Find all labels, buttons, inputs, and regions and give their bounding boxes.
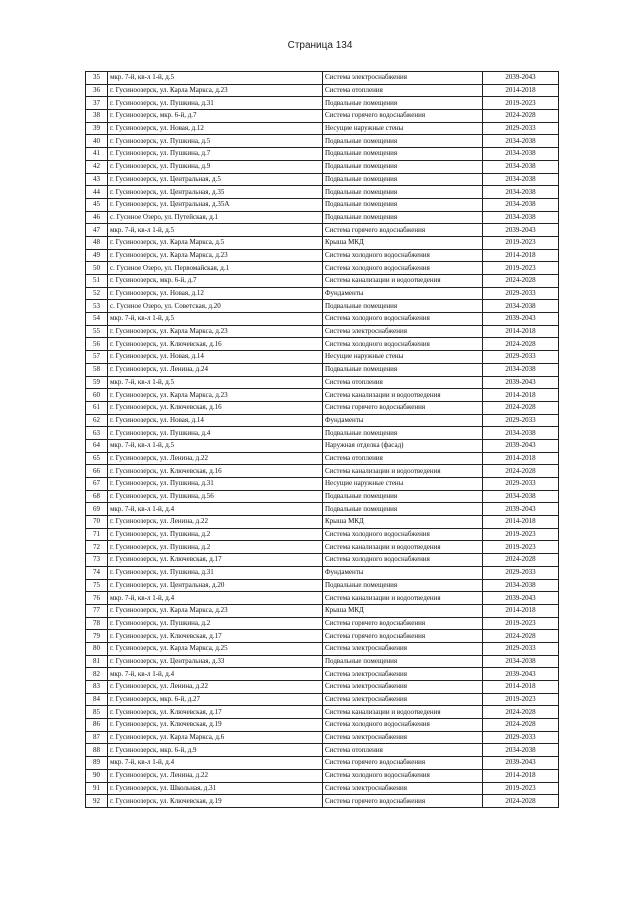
address-cell: г. Гусиноозерск, ул. Ключевская, д.17	[108, 706, 323, 719]
row-number-cell: 58	[86, 363, 108, 376]
period-cell: 2029-2033	[483, 642, 559, 655]
period-cell: 2024-2028	[483, 554, 559, 567]
address-cell: г. Гусиноозерск, ул. Пушкина, д.31	[108, 478, 323, 491]
table-row	[86, 97, 559, 110]
address-cell: г. Гусиноозерск, мкр. 6-й, д.7	[108, 110, 323, 123]
table-row	[86, 351, 559, 364]
table-row	[86, 490, 559, 503]
system-cell: Система электроснабжения	[323, 642, 483, 655]
system-cell: Система горячего водоснабжения	[323, 617, 483, 630]
period-cell: 2034-2038	[483, 490, 559, 503]
system-cell: Подвальные помещения	[323, 148, 483, 161]
address-cell: г. Гусиноозерск, ул. Ключевская, д.16	[108, 401, 323, 414]
system-cell: Система холодного водоснабжения	[323, 313, 483, 326]
period-cell: 2014-2018	[483, 681, 559, 694]
row-number-cell: 36	[86, 84, 108, 97]
period-cell: 2029-2033	[483, 122, 559, 135]
system-cell: Система канализации и водоотведения	[323, 706, 483, 719]
table-row	[86, 795, 559, 808]
row-number-cell: 57	[86, 351, 108, 364]
row-number-cell: 66	[86, 465, 108, 478]
system-cell: Система канализации и водоотведения	[323, 541, 483, 554]
address-cell: г. Гусиноозерск, ул. Ключевская, д.16	[108, 465, 323, 478]
row-number-cell: 69	[86, 503, 108, 516]
address-cell: г. Гусиноозерск, ул. Пушкина, д.7	[108, 148, 323, 161]
table-row	[86, 554, 559, 567]
period-cell: 2034-2038	[483, 300, 559, 313]
row-number-cell: 51	[86, 275, 108, 288]
address-cell: г. Гусиноозерск, ул. Пушкина, д.2	[108, 541, 323, 554]
row-number-cell: 81	[86, 655, 108, 668]
system-cell: Подвальные помещения	[323, 186, 483, 199]
row-number-cell: 37	[86, 97, 108, 110]
row-number-cell: 49	[86, 249, 108, 262]
system-cell: Система горячего водоснабжения	[323, 795, 483, 808]
period-cell: 2034-2038	[483, 198, 559, 211]
address-cell: г. Гусиноозерск, ул. Карла Маркса, д.23	[108, 325, 323, 338]
period-cell: 2039-2043	[483, 224, 559, 237]
table-row	[86, 782, 559, 795]
row-number-cell: 75	[86, 579, 108, 592]
row-number-cell: 54	[86, 313, 108, 326]
table-row	[86, 275, 559, 288]
row-number-cell: 88	[86, 744, 108, 757]
address-cell: г. Гусиноозерск, ул. Центральная, д.33	[108, 655, 323, 668]
system-cell: Система отопления	[323, 84, 483, 97]
table-row	[86, 287, 559, 300]
period-cell: 2024-2028	[483, 401, 559, 414]
address-cell: г. Гусиноозерск, ул. Центральная, д.5	[108, 173, 323, 186]
row-number-cell: 65	[86, 452, 108, 465]
table-row	[86, 439, 559, 452]
period-cell: 2014-2018	[483, 604, 559, 617]
address-cell: мкр. 7-й, кв-л 1-й, д.4	[108, 668, 323, 681]
period-cell: 2034-2038	[483, 160, 559, 173]
table-row	[86, 249, 559, 262]
system-cell: Система холодного водоснабжения	[323, 554, 483, 567]
period-cell: 2024-2028	[483, 630, 559, 643]
period-cell: 2034-2038	[483, 186, 559, 199]
address-cell: мкр. 7-й, кв-л 1-й, д.5	[108, 439, 323, 452]
row-number-cell: 78	[86, 617, 108, 630]
period-cell: 2039-2043	[483, 72, 559, 85]
table-row	[86, 160, 559, 173]
row-number-cell: 67	[86, 478, 108, 491]
period-cell: 2019-2023	[483, 617, 559, 630]
address-cell: мкр. 7-й, кв-л 1-й, д.4	[108, 757, 323, 770]
system-cell: Фундаменты	[323, 566, 483, 579]
period-cell: 2024-2028	[483, 338, 559, 351]
system-cell: Система холодного водоснабжения	[323, 719, 483, 732]
address-cell: г. Гусиноозерск, ул. Пушкина, д.31	[108, 566, 323, 579]
period-cell: 2014-2018	[483, 769, 559, 782]
period-cell: 2024-2028	[483, 110, 559, 123]
row-number-cell: 40	[86, 135, 108, 148]
row-number-cell: 91	[86, 782, 108, 795]
table-body	[86, 72, 559, 808]
period-cell: 2024-2028	[483, 465, 559, 478]
table-row	[86, 642, 559, 655]
period-cell: 2019-2023	[483, 262, 559, 275]
row-number-cell: 73	[86, 554, 108, 567]
system-cell: Система канализации и водоотведения	[323, 275, 483, 288]
period-cell: 2014-2018	[483, 516, 559, 529]
address-cell: г. Гусиноозерск, ул. Центральная, д.35А	[108, 198, 323, 211]
table-row	[86, 744, 559, 757]
address-cell: мкр. 7-й, кв-л 1-й, д.5	[108, 313, 323, 326]
period-cell: 2014-2018	[483, 249, 559, 262]
period-cell: 2034-2038	[483, 744, 559, 757]
address-cell: мкр. 7-й, кв-л 1-й, д.4	[108, 592, 323, 605]
system-cell: Система горячего водоснабжения	[323, 757, 483, 770]
system-cell: Система холодного водоснабжения	[323, 249, 483, 262]
address-cell: с. Гусиное Озеро, ул. Советская, д.20	[108, 300, 323, 313]
row-number-cell: 70	[86, 516, 108, 529]
table-row	[86, 706, 559, 719]
period-cell: 2029-2033	[483, 478, 559, 491]
system-cell: Подвальные помещения	[323, 160, 483, 173]
system-cell: Подвальные помещения	[323, 503, 483, 516]
system-cell: Система отопления	[323, 744, 483, 757]
table-row	[86, 655, 559, 668]
table-row	[86, 516, 559, 529]
system-cell: Система холодного водоснабжения	[323, 338, 483, 351]
table-row	[86, 401, 559, 414]
row-number-cell: 76	[86, 592, 108, 605]
period-cell: 2024-2028	[483, 275, 559, 288]
row-number-cell: 74	[86, 566, 108, 579]
table-row	[86, 566, 559, 579]
period-cell: 2039-2043	[483, 668, 559, 681]
row-number-cell: 39	[86, 122, 108, 135]
system-cell: Наружная отделка (фасад)	[323, 439, 483, 452]
period-cell: 2024-2028	[483, 706, 559, 719]
row-number-cell: 53	[86, 300, 108, 313]
system-cell: Подвальные помещения	[323, 427, 483, 440]
address-cell: г. Гусиноозерск, ул. Пушкина, д.31	[108, 97, 323, 110]
system-cell: Подвальные помещения	[323, 211, 483, 224]
address-cell: г. Гусиноозерск, ул. Пушкина, д.2	[108, 617, 323, 630]
table-row	[86, 731, 559, 744]
row-number-cell: 61	[86, 401, 108, 414]
system-cell: Система электроснабжения	[323, 325, 483, 338]
row-number-cell: 56	[86, 338, 108, 351]
period-cell: 2014-2018	[483, 84, 559, 97]
system-cell: Система горячего водоснабжения	[323, 630, 483, 643]
period-cell: 2039-2043	[483, 376, 559, 389]
table-row	[86, 681, 559, 694]
address-cell: г. Гусиноозерск, ул. Карла Маркса, д.23	[108, 84, 323, 97]
table-row	[86, 300, 559, 313]
row-number-cell: 45	[86, 198, 108, 211]
system-cell: Система отопления	[323, 376, 483, 389]
system-cell: Подвальные помещения	[323, 490, 483, 503]
address-cell: г. Гусиноозерск, ул. Карла Маркса, д.25	[108, 642, 323, 655]
table-row	[86, 224, 559, 237]
row-number-cell: 46	[86, 211, 108, 224]
system-cell: Система горячего водоснабжения	[323, 110, 483, 123]
period-cell: 2039-2043	[483, 503, 559, 516]
period-cell: 2039-2043	[483, 757, 559, 770]
system-cell: Подвальные помещения	[323, 579, 483, 592]
period-cell: 2014-2018	[483, 452, 559, 465]
address-cell: г. Гусиноозерск, ул. Карла Маркса, д.23	[108, 389, 323, 402]
row-number-cell: 44	[86, 186, 108, 199]
row-number-cell: 72	[86, 541, 108, 554]
period-cell: 2034-2038	[483, 363, 559, 376]
row-number-cell: 82	[86, 668, 108, 681]
system-cell: Подвальные помещения	[323, 173, 483, 186]
table-row	[86, 617, 559, 630]
table-row	[86, 72, 559, 85]
period-cell: 2029-2033	[483, 351, 559, 364]
address-cell: г. Гусиноозерск, мкр. 6-й, д.9	[108, 744, 323, 757]
period-cell: 2034-2038	[483, 173, 559, 186]
row-number-cell: 77	[86, 604, 108, 617]
address-cell: г. Гусиноозерск, ул. Пушкина, д.56	[108, 490, 323, 503]
system-cell: Система холодного водоснабжения	[323, 262, 483, 275]
address-cell: мкр. 7-й, кв-л 1-й, д.5	[108, 376, 323, 389]
table-row	[86, 325, 559, 338]
system-cell: Система электроснабжения	[323, 72, 483, 85]
address-cell: г. Гусиноозерск, ул. Карла Маркса, д.6	[108, 731, 323, 744]
table-row	[86, 579, 559, 592]
table-row	[86, 478, 559, 491]
row-number-cell: 85	[86, 706, 108, 719]
page-number-label: Страница 134	[287, 40, 353, 51]
period-cell: 2034-2038	[483, 148, 559, 161]
table-row	[86, 465, 559, 478]
period-cell: 2034-2038	[483, 427, 559, 440]
period-cell: 2019-2023	[483, 528, 559, 541]
row-number-cell: 38	[86, 110, 108, 123]
system-cell: Система электроснабжения	[323, 782, 483, 795]
address-cell: г. Гусиноозерск, ул. Ключевская, д.16	[108, 338, 323, 351]
table-row	[86, 719, 559, 732]
period-cell: 2039-2043	[483, 439, 559, 452]
address-cell: г. Гусиноозерск, ул. Ленина, д.22	[108, 452, 323, 465]
period-cell: 2019-2023	[483, 541, 559, 554]
table-row	[86, 110, 559, 123]
row-number-cell: 71	[86, 528, 108, 541]
address-cell: мкр. 7-й, кв-л 1-й, д.4	[108, 503, 323, 516]
table-row	[86, 757, 559, 770]
period-cell: 2029-2033	[483, 414, 559, 427]
table-row	[86, 693, 559, 706]
row-number-cell: 59	[86, 376, 108, 389]
table-row	[86, 528, 559, 541]
system-cell: Система электроснабжения	[323, 731, 483, 744]
address-cell: г. Гусиноозерск, ул. Новая, д.12	[108, 122, 323, 135]
address-cell: г. Гусиноозерск, ул. Новая, д.12	[108, 287, 323, 300]
table-row	[86, 148, 559, 161]
repair-schedule-table	[85, 71, 559, 808]
system-cell: Несущие наружные стены	[323, 351, 483, 364]
row-number-cell: 43	[86, 173, 108, 186]
address-cell: г. Гусиноозерск, ул. Пушкина, д.5	[108, 135, 323, 148]
period-cell: 2029-2033	[483, 287, 559, 300]
system-cell: Система холодного водоснабжения	[323, 528, 483, 541]
table-row	[86, 135, 559, 148]
system-cell: Подвальные помещения	[323, 363, 483, 376]
system-cell: Фундаменты	[323, 287, 483, 300]
system-cell: Подвальные помещения	[323, 198, 483, 211]
address-cell: г. Гусиноозерск, ул. Карла Маркса, д.23	[108, 604, 323, 617]
table-row	[86, 211, 559, 224]
period-cell: 2014-2018	[483, 389, 559, 402]
system-cell: Фундаменты	[323, 414, 483, 427]
table-row	[86, 376, 559, 389]
row-number-cell: 62	[86, 414, 108, 427]
period-cell: 2034-2038	[483, 579, 559, 592]
row-number-cell: 86	[86, 719, 108, 732]
row-number-cell: 52	[86, 287, 108, 300]
table-row	[86, 389, 559, 402]
address-cell: г. Гусиноозерск, ул. Центральная, д.20	[108, 579, 323, 592]
period-cell: 2024-2028	[483, 795, 559, 808]
row-number-cell: 42	[86, 160, 108, 173]
address-cell: г. Гусиноозерск, ул. Пушкина, д.4	[108, 427, 323, 440]
system-cell: Система отопления	[323, 452, 483, 465]
row-number-cell: 48	[86, 236, 108, 249]
table-row	[86, 668, 559, 681]
table-row	[86, 122, 559, 135]
address-cell: г. Гусиноозерск, ул. Пушкина, д.9	[108, 160, 323, 173]
table-row	[86, 503, 559, 516]
address-cell: г. Гусиноозерск, ул. Центральная, д.35	[108, 186, 323, 199]
address-cell: г. Гусиноозерск, ул. Ключевская, д.17	[108, 630, 323, 643]
system-cell: Система горячего водоснабжения	[323, 401, 483, 414]
table-row	[86, 262, 559, 275]
table-row	[86, 541, 559, 554]
row-number-cell: 68	[86, 490, 108, 503]
row-number-cell: 90	[86, 769, 108, 782]
system-cell: Система электроснабжения	[323, 668, 483, 681]
address-cell: г. Гусиноозерск, ул. Ленина, д.22	[108, 769, 323, 782]
row-number-cell: 79	[86, 630, 108, 643]
system-cell: Система канализации и водоотведения	[323, 465, 483, 478]
address-cell: мкр. 7-й, кв-л 1-й, д.5	[108, 224, 323, 237]
row-number-cell: 55	[86, 325, 108, 338]
period-cell: 2029-2033	[483, 566, 559, 579]
table-row	[86, 198, 559, 211]
period-cell: 2039-2043	[483, 313, 559, 326]
system-cell: Система электроснабжения	[323, 681, 483, 694]
address-cell: г. Гусиноозерск, ул. Ленина, д.24	[108, 363, 323, 376]
table-row	[86, 414, 559, 427]
period-cell: 2019-2023	[483, 693, 559, 706]
address-cell: г. Гусиноозерск, ул. Новая, д.14	[108, 351, 323, 364]
row-number-cell: 35	[86, 72, 108, 85]
period-cell: 2034-2038	[483, 211, 559, 224]
system-cell: Подвальные помещения	[323, 300, 483, 313]
period-cell: 2024-2028	[483, 719, 559, 732]
system-cell: Система канализации и водоотведения	[323, 389, 483, 402]
table-row	[86, 452, 559, 465]
row-number-cell: 50	[86, 262, 108, 275]
table-row	[86, 236, 559, 249]
period-cell: 2019-2023	[483, 236, 559, 249]
system-cell: Система холодного водоснабжения	[323, 769, 483, 782]
row-number-cell: 63	[86, 427, 108, 440]
period-cell: 2034-2038	[483, 135, 559, 148]
period-cell: 2034-2038	[483, 655, 559, 668]
system-cell: Несущие наружные стены	[323, 478, 483, 491]
address-cell: г. Гусиноозерск, ул. Карла Маркса, д.23	[108, 249, 323, 262]
period-cell: 2014-2018	[483, 325, 559, 338]
system-cell: Крыша МКД	[323, 516, 483, 529]
period-cell: 2019-2023	[483, 97, 559, 110]
row-number-cell: 80	[86, 642, 108, 655]
system-cell: Система канализации и водоотведения	[323, 592, 483, 605]
address-cell: с. Гусиное Озеро, ул. Путейская, д.1	[108, 211, 323, 224]
period-cell: 2019-2023	[483, 782, 559, 795]
address-cell: г. Гусиноозерск, ул. Карла Маркса, д.5	[108, 236, 323, 249]
address-cell: г. Гусиноозерск, ул. Новая, д.14	[108, 414, 323, 427]
row-number-cell: 41	[86, 148, 108, 161]
system-cell: Несущие наружные стены	[323, 122, 483, 135]
address-cell: г. Гусиноозерск, мкр. 6-й, д.27	[108, 693, 323, 706]
row-number-cell: 92	[86, 795, 108, 808]
address-cell: г. Гусиноозерск, мкр. 6-й, д.7	[108, 275, 323, 288]
table-row	[86, 592, 559, 605]
system-cell: Крыша МКД	[323, 236, 483, 249]
address-cell: г. Гусиноозерск, ул. Ленина, д.22	[108, 516, 323, 529]
table-row	[86, 186, 559, 199]
address-cell: г. Гусиноозерск, ул. Ленина, д.22	[108, 681, 323, 694]
address-cell: с. Гусиное Озеро, ул. Первомайская, д.1	[108, 262, 323, 275]
system-cell: Система электроснабжения	[323, 693, 483, 706]
address-cell: мкр. 7-й, кв-л 1-й, д.5	[108, 72, 323, 85]
table-row	[86, 338, 559, 351]
table-row	[86, 84, 559, 97]
table-row	[86, 173, 559, 186]
row-number-cell: 83	[86, 681, 108, 694]
row-number-cell: 87	[86, 731, 108, 744]
address-cell: г. Гусиноозерск, ул. Школьная, д.31	[108, 782, 323, 795]
address-cell: г. Гусиноозерск, ул. Ключевская, д.19	[108, 795, 323, 808]
row-number-cell: 84	[86, 693, 108, 706]
table-row	[86, 769, 559, 782]
table-row	[86, 313, 559, 326]
row-number-cell: 89	[86, 757, 108, 770]
system-cell: Система горячего водоснабжения	[323, 224, 483, 237]
row-number-cell: 64	[86, 439, 108, 452]
period-cell: 2029-2033	[483, 731, 559, 744]
table-row	[86, 363, 559, 376]
table-row	[86, 604, 559, 617]
table-row	[86, 427, 559, 440]
system-cell: Подвальные помещения	[323, 97, 483, 110]
address-cell: г. Гусиноозерск, ул. Ключевская, д.17	[108, 554, 323, 567]
system-cell: Крыша МКД	[323, 604, 483, 617]
period-cell: 2039-2043	[483, 592, 559, 605]
row-number-cell: 47	[86, 224, 108, 237]
address-cell: г. Гусиноозерск, ул. Ключевская, д.19	[108, 719, 323, 732]
system-cell: Подвальные помещения	[323, 655, 483, 668]
system-cell: Подвальные помещения	[323, 135, 483, 148]
row-number-cell: 60	[86, 389, 108, 402]
table-row	[86, 630, 559, 643]
address-cell: г. Гусиноозерск, ул. Пушкина, д.2	[108, 528, 323, 541]
